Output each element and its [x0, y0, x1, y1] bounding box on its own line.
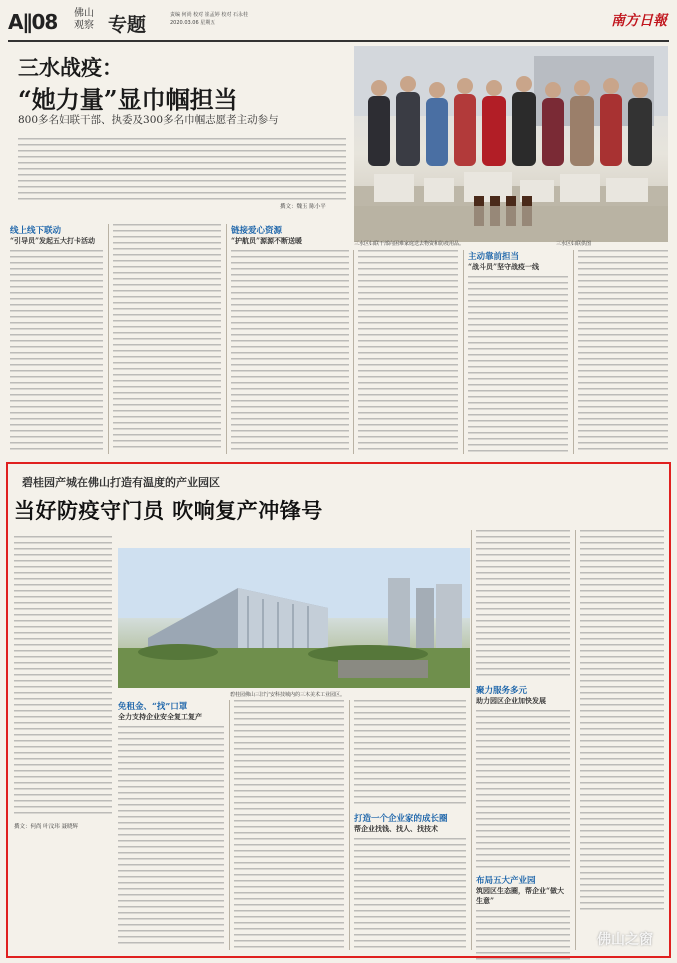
article1-title-line2: “她力量”显巾帼担当 — [18, 85, 238, 114]
column-divider — [573, 250, 574, 454]
column-text — [231, 250, 349, 450]
page-header — [8, 6, 669, 42]
article2-kicker: 碧桂园产城在佛山打造有温度的产业园区 — [22, 476, 220, 489]
column-text — [354, 838, 466, 948]
article2-column-2 — [118, 700, 224, 944]
column-divider — [353, 250, 354, 454]
edition-label — [74, 8, 100, 32]
article1-photo — [354, 46, 668, 242]
section-heading: 主动靠前担当 — [468, 252, 520, 262]
article1-column-2 — [113, 224, 221, 450]
article1-subtitle: 800多名妇联干部、执委及300多名巾帼志愿者主动参与 — [18, 114, 279, 126]
section-subheading: “战斗员”坚守战疫一线 — [468, 262, 540, 271]
article2-photo-caption: 碧桂园佛山三旧宁安科技城内的三木美术工业园区。 — [230, 692, 346, 698]
column-text — [476, 710, 570, 870]
section-heading: 打造一个企业家的成长圈 — [354, 814, 448, 824]
column-text — [354, 700, 466, 808]
article1-column-3 — [231, 224, 349, 450]
meta-editors: 责编 何尚 校对 崔孟婷 校对 石永桂 — [170, 12, 248, 18]
article2-photo — [118, 548, 470, 688]
article2-column-3 — [234, 700, 344, 950]
section-subheading: “引导员”发起五大打卡活动 — [10, 236, 96, 245]
article1-column-1 — [10, 224, 103, 450]
article2-title: 当好防疫守门员 吹响复产冲锋号 — [14, 498, 323, 523]
column-text — [358, 250, 458, 454]
article1-photo-caption-left: 三水区妇联干部向困难家庭送去物资和防疫用品。 — [354, 241, 465, 247]
section-subheading: 帮企业找钱、找人、找技术 — [354, 824, 438, 833]
column-divider — [471, 530, 472, 950]
column-divider — [226, 224, 227, 454]
edition-top: 佛山 — [74, 8, 94, 19]
meta-date: 2020.03.06 星期五 — [170, 20, 216, 26]
article1-column-5 — [468, 250, 568, 452]
section-heading: 聚力服务多元 — [476, 686, 528, 696]
page-number: A∥08 — [8, 10, 58, 34]
article2-column-4 — [354, 700, 466, 948]
section-subheading: 筑园区生态圈，帮企业“做大生意” — [476, 886, 565, 905]
section-heading: 链接爱心资源 — [231, 226, 283, 236]
page-meta — [170, 11, 248, 27]
column-text — [476, 530, 570, 680]
article1-column-6 — [578, 250, 668, 454]
column-divider — [463, 250, 464, 454]
column-text — [14, 536, 112, 816]
section-subheading: “护航员”源源不断送暖 — [231, 236, 303, 245]
column-text — [10, 250, 103, 450]
column-text — [468, 276, 568, 452]
column-text — [234, 700, 344, 950]
volunteers-photo-illustration — [354, 46, 668, 242]
article2-column-5 — [476, 530, 570, 960]
column-divider — [108, 224, 109, 454]
article1-intro-text — [18, 138, 346, 204]
article2-column-1 — [14, 536, 112, 830]
column-divider — [575, 530, 576, 950]
newspaper-logo: 南方日報 — [611, 13, 667, 29]
watermark-logo: 佛山之窗 — [597, 932, 653, 948]
column-text — [476, 910, 570, 960]
edition-bottom: 观察 — [74, 20, 94, 31]
article2-byline: 撰文：何尚 叶汶玮 聂晓辉 — [14, 824, 78, 830]
section-subheading: 全力支持企业安全复工复产 — [118, 712, 202, 721]
industrial-park-photo-illustration — [118, 548, 470, 688]
column-text — [580, 530, 664, 910]
column-divider — [229, 700, 230, 950]
article1-title-line1: 三水战疫： — [18, 55, 123, 80]
section-subheading: 助力园区企业加快发展 — [476, 696, 546, 705]
article1-photo-caption: 三水区妇联供图 — [556, 241, 592, 247]
article1-column-4 — [358, 250, 458, 454]
section-title: 专题 — [108, 14, 147, 36]
column-text — [578, 250, 668, 454]
article2-column-6 — [580, 530, 664, 910]
section-heading: 免租金、“找”口罩 — [118, 702, 188, 712]
article1-byline: 撰文：魏玉 陈小平 — [280, 204, 326, 210]
section-heading: 布局五大产业园 — [476, 876, 536, 886]
column-divider — [349, 700, 350, 950]
section-heading: 线上线下联动 — [10, 226, 62, 236]
column-text — [118, 726, 224, 944]
column-text — [113, 224, 221, 450]
